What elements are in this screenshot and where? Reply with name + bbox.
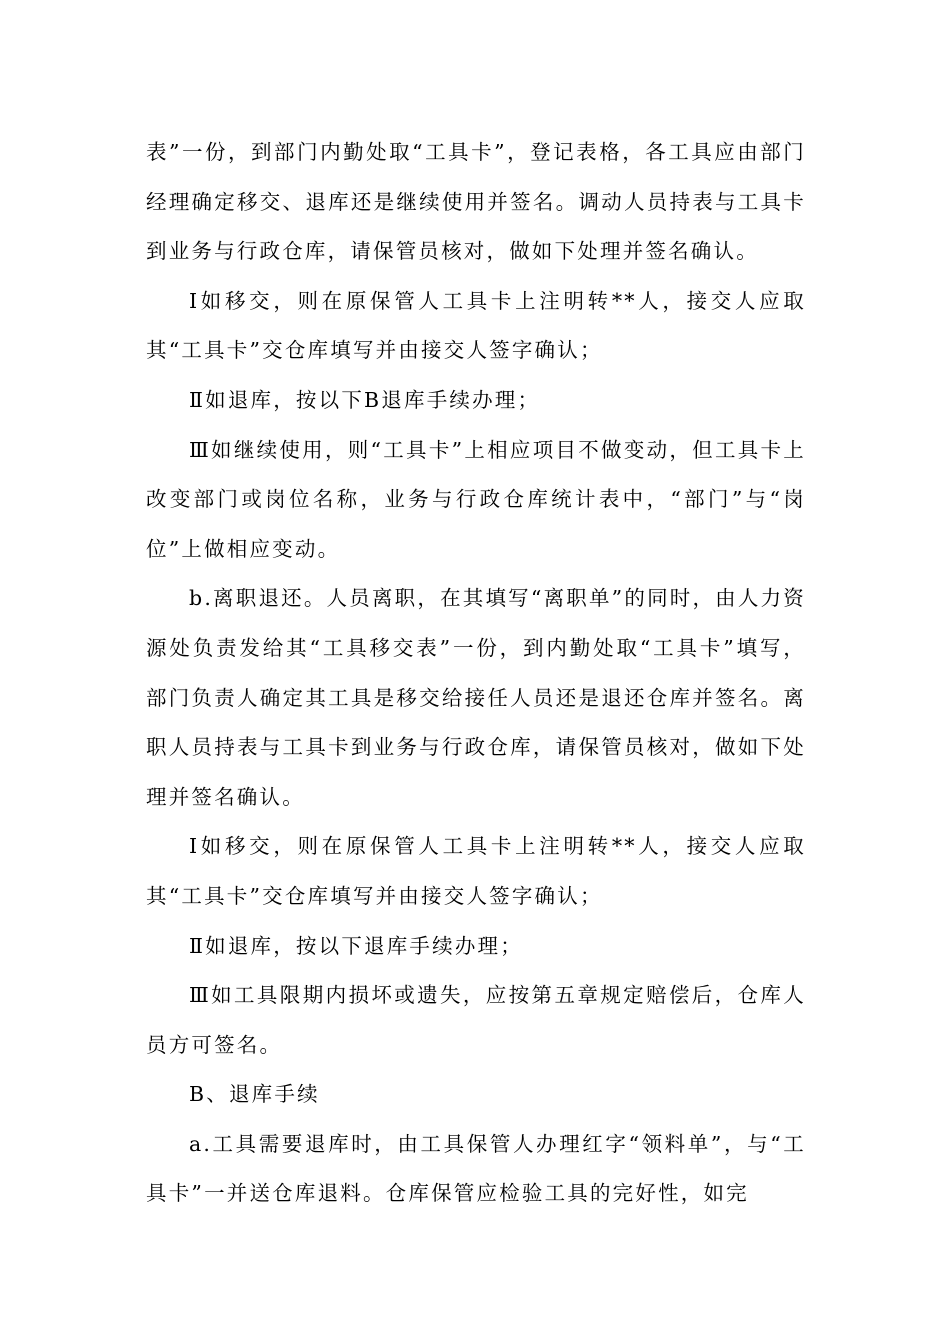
paragraph-resignation-option-1: Ⅰ如移交，则在原保管人工具卡上注明转**人，接交人应取其“工具卡”交仓库填写并由接交人签字确认； (146, 834, 806, 908)
paragraph-resignation-option-2: Ⅱ如退库，按以下退库手续办理； (189, 933, 523, 958)
section-heading-return-procedure: B、退库手续 (189, 1082, 320, 1107)
paragraph-return-step-a: a.工具需要退库时，由工具保管人办理红字“领料单”，与“工具卡”一并送仓库退料。仓库保管应检验工具的完好性，如完 (146, 1131, 806, 1206)
paragraph-transfer-option-2: Ⅱ如退库，按以下B退库手续办理； (189, 387, 541, 412)
paragraph-resignation-option-3: Ⅲ如工具限期内损坏或遗失，应按第五章规定赔偿后，仓库人员方可签名。 (146, 983, 806, 1057)
paragraph-resignation-return: b.离职退还。人员离职，在其填写“离职单”的同时，由人力资源处负责发给其“工具移交表”一份，到内勤处取“工具卡”填写，部门负责人确定其工具是移交给接任人员还是退还仓库并签名。离职人员持表与工具卡到业务与行政仓库，请保管员核对，做如下处理并签名确认。 (146, 586, 806, 809)
paragraph-transfer-option-1: Ⅰ如移交，则在原保管人工具卡上注明转**人，接交人应取其“工具卡”交仓库填写并由接交人签字确认； (146, 288, 806, 363)
paragraph-transfer-option-3: Ⅲ如继续使用，则“工具卡”上相应项目不做变动，但工具卡上改变部门或岗位名称，业务与行政仓库统计表中，“部门”与“岗位”上做相应变动。 (146, 437, 806, 561)
document-body (146, 128, 806, 1219)
paragraph-transfer-form: 表”一份，到部门内勤处取“工具卡”，登记表格，各工具应由部门经理确定移交、退库还是继续使用并签名。调动人员持表与工具卡到业务与行政仓库，请保管员核对，做如下处理并签名确认。 (146, 140, 806, 264)
